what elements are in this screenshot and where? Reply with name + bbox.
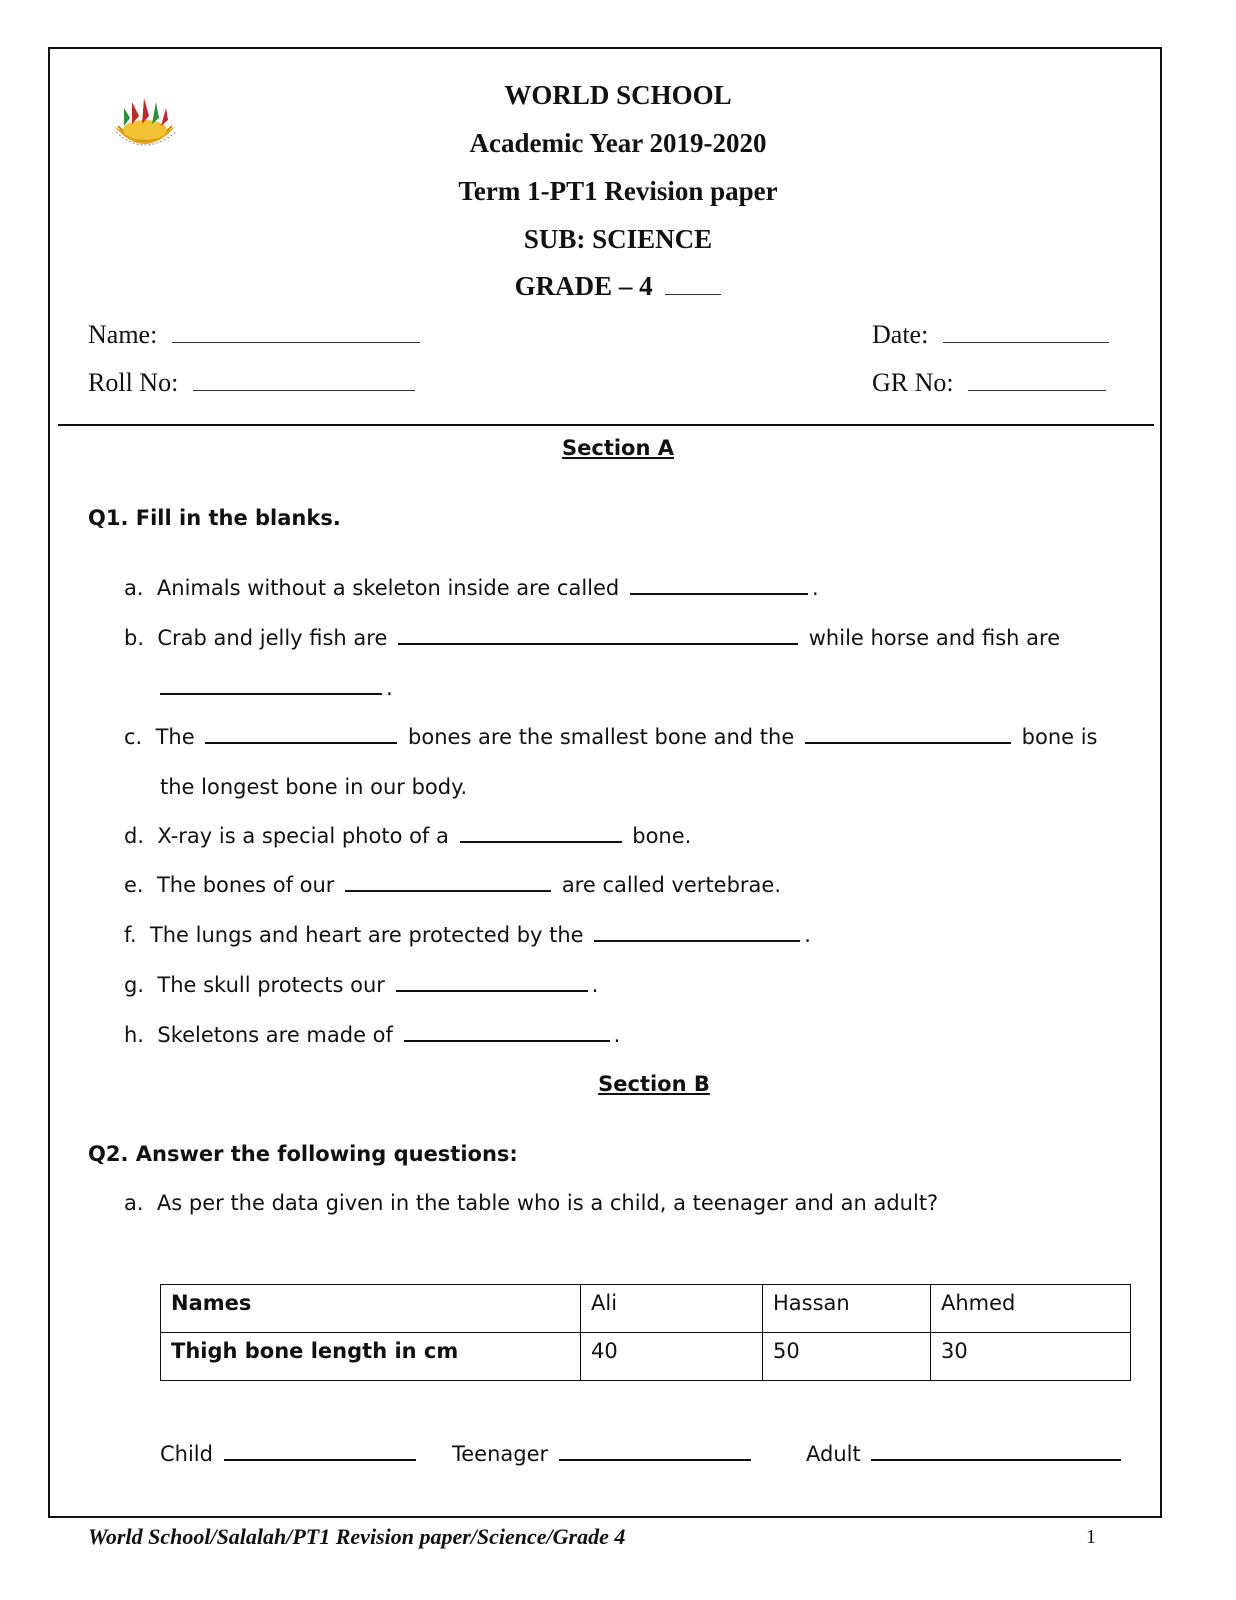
answer-adult: Adult (806, 1442, 1125, 1466)
page-number: 1 (1086, 1526, 1096, 1548)
grade-line (0, 271, 1236, 302)
gr-blank[interactable] (968, 389, 1106, 391)
blank[interactable] (205, 741, 397, 744)
thigh-bone-table (160, 1284, 1131, 1381)
q1-item-c-cont: the longest bone in our body. (160, 775, 468, 799)
answer-child: Child (160, 1442, 420, 1466)
date-blank[interactable] (943, 341, 1109, 343)
table-cell: Names (161, 1285, 581, 1333)
school-name: WORLD SCHOOL (504, 80, 732, 110)
table-row (161, 1285, 1131, 1333)
q1-item-b: b. Crab and jelly fish are while horse and fish are (124, 626, 1061, 650)
q1-title: Q1. Fill in the blanks. (88, 506, 341, 530)
table-cell: 50 (763, 1333, 931, 1381)
q1-item-a: a. Animals without a skeleton inside are called . (124, 576, 819, 600)
q1-item-f: f. The lungs and heart are protected by the . (124, 923, 811, 947)
table-cell: Thigh bone length in cm (161, 1333, 581, 1381)
table-cell: Ahmed (931, 1285, 1131, 1333)
blank[interactable] (160, 692, 382, 695)
gr-label: GR No: (872, 368, 954, 397)
q1-item-g: g. The skull protects our . (124, 973, 599, 997)
q1-item-d: d. X-ray is a special photo of a bone. (124, 824, 692, 848)
name-blank[interactable] (172, 341, 420, 343)
q1-item-b-cont: . (160, 676, 393, 700)
blank[interactable] (224, 1458, 416, 1461)
answer-teenager: Teenager (452, 1442, 755, 1466)
blank[interactable] (345, 889, 551, 892)
blank[interactable] (460, 840, 622, 843)
q2-title: Q2. Answer the following questions: (88, 1142, 518, 1166)
q1-item-e: e. The bones of our are called vertebrae. (124, 873, 782, 897)
gr-field (872, 368, 1106, 398)
header-divider (58, 424, 1154, 426)
table-row (161, 1333, 1131, 1381)
date-label: Date: (872, 320, 929, 349)
section-a-title: Section A (562, 436, 674, 460)
name-label: Name: (88, 320, 158, 349)
name-field (88, 320, 420, 350)
q1-item-h: h. Skeletons are made of . (124, 1023, 621, 1047)
grade: GRADE – 4 (514, 271, 653, 301)
subject: SUB: SCIENCE (523, 224, 713, 254)
grade-blank[interactable] (665, 293, 721, 295)
q2-item-a: a. As per the data given in the table who is a child, a teenager and an adult? (124, 1191, 939, 1215)
date-field (872, 320, 1109, 350)
blank[interactable] (630, 592, 808, 595)
blank[interactable] (805, 741, 1011, 744)
roll-blank[interactable] (193, 389, 415, 391)
roll-label: Roll No: (88, 368, 179, 397)
blank[interactable] (398, 642, 798, 645)
blank[interactable] (871, 1458, 1121, 1461)
blank[interactable] (559, 1458, 751, 1461)
table-cell: 30 (931, 1333, 1131, 1381)
table-cell: 40 (581, 1333, 763, 1381)
academic-year: Academic Year 2019-2020 (469, 128, 767, 158)
section-b-title: Section B (598, 1072, 710, 1096)
roll-field (88, 368, 415, 398)
blank[interactable] (404, 1039, 610, 1042)
paper-title: Term 1-PT1 Revision paper (458, 176, 778, 206)
table-cell: Hassan (763, 1285, 931, 1333)
table-cell: Ali (581, 1285, 763, 1333)
blank[interactable] (594, 939, 800, 942)
q1-item-c: c. The bones are the smallest bone and the bone is (124, 725, 1098, 749)
footer-path: World School/Salalah/PT1 Revision paper/Science/Grade 4 (88, 1524, 626, 1549)
blank[interactable] (396, 989, 588, 992)
